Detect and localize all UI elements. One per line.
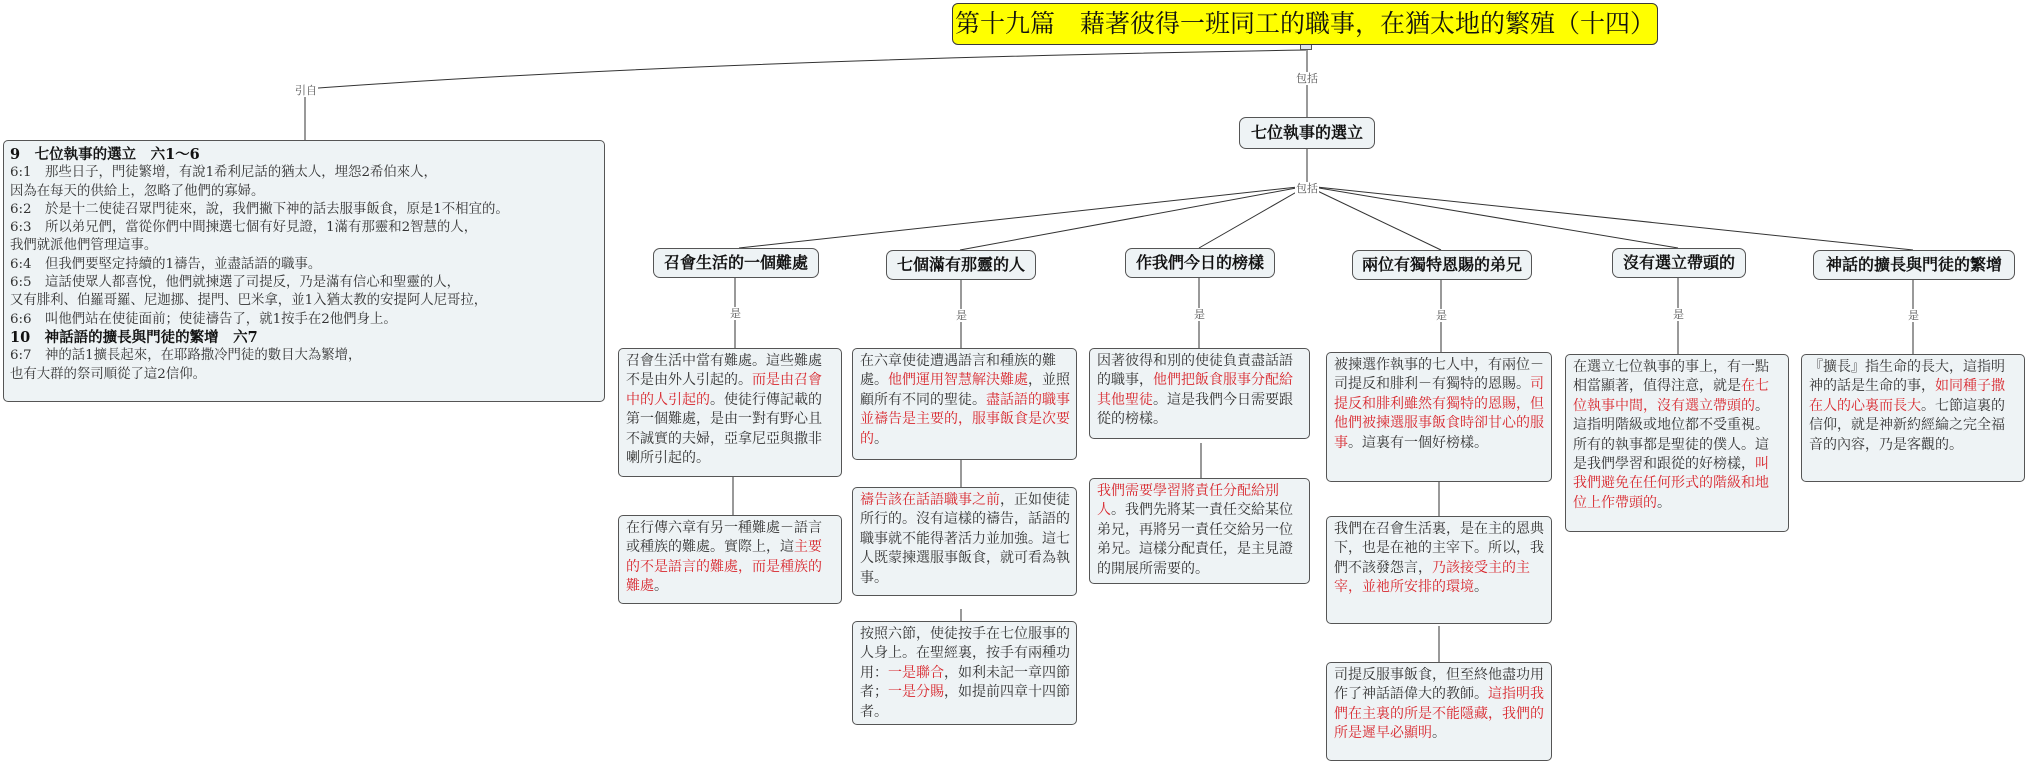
note-text: 司提反服事飯食，但至終他盡功用作了神話語偉大的教師。 xyxy=(1334,667,1544,703)
highlight-text: 乃該接受主的主宰，並祂所安排的環境 xyxy=(1334,559,1530,596)
highlight-text: 主要的不是語言的難處，而是種族的難處 xyxy=(626,539,822,595)
note-text: ，正如使徒所行的。沒有這樣的禱告，話語的職事就不能得著活力並加強。這七人既蒙揀選服事飯食，就可看為執事。 xyxy=(860,492,1070,586)
scripture-line: 6:7 神的話1擴長起來，在耶路撒冷門徒的數目大為繁增， xyxy=(10,348,362,364)
connector-label-quote: 引自 xyxy=(295,84,317,97)
connector-label-is-3: 是 xyxy=(1194,308,1205,321)
note-box xyxy=(1089,478,1310,584)
note-text: ，如利未記一章四節者； xyxy=(860,664,1070,701)
note-text: 在選立七位執事的事上，有一點相當顯著，值得注意，就是 xyxy=(1573,359,1769,395)
highlight-text: 禱告該在話語職事之前 xyxy=(860,492,1000,508)
subtopic-head-difficulty[interactable]: 召會生活的一個難處 xyxy=(653,248,819,278)
highlight-text: 在七位執事中間，沒有選立帶頭的 xyxy=(1573,378,1769,414)
highlight-text: 這指明我們在主裏的所是不能隱藏，我們的所是遲早必顯明 xyxy=(1334,686,1544,742)
note-text: 。這裏有一個好榜樣。 xyxy=(1348,434,1488,451)
subtopic-head-word-spread[interactable]: 神話的擴長與門徒的繁增 xyxy=(1813,250,2015,280)
scripture-box xyxy=(3,140,605,402)
connector-label-is-4: 是 xyxy=(1436,309,1447,322)
note-text: 在行傳六章有另一種難處－語言或種族的難處。實際上，這 xyxy=(626,520,822,556)
highlight-text: 他們把飯食服事分配給其他聖徒 xyxy=(1097,372,1293,408)
highlight-text: 如同種子撒在人的心裏而長大 xyxy=(1809,378,2005,414)
subtopic-head-seven-men[interactable]: 七個滿有那靈的人 xyxy=(886,250,1036,280)
note-text: 被揀選作執事的七人中，有兩位－司提反和腓利－有獨特的恩賜。 xyxy=(1334,357,1544,393)
highlight-text: 盡話語的職事並禱告是主要的，服事飯食是次要的 xyxy=(860,391,1070,447)
note-box xyxy=(852,621,1077,725)
scripture-line: 又有腓利、伯羅哥羅、尼迦挪、提門、巴米拿，並1入猶太教的安提阿人尼哥拉， xyxy=(10,293,488,309)
note-text: 。 xyxy=(654,578,668,595)
connector-label-include-2: 包括 xyxy=(1296,182,1318,195)
scripture-line: 因為在每天的供給上，忽略了他們的寡婦。 xyxy=(10,183,265,199)
connector-label-is-5: 是 xyxy=(1673,308,1684,321)
note-box xyxy=(1801,354,2025,482)
scripture-line: 我們就派他們管理這事。 xyxy=(10,238,158,254)
scripture-line: 6:6 叫他們站在使徒面前；使徒禱告了，就1按手在2他們身上。 xyxy=(10,311,397,327)
subtopic-head-no-leader[interactable]: 沒有選立帶頭的 xyxy=(1612,248,1746,278)
note-box xyxy=(618,348,842,477)
note-text: 。七節這裏的信仰，就是神新約經綸之完全福音的內容，乃是客觀的。 xyxy=(1809,397,2005,453)
center-topic[interactable]: 七位執事的選立 xyxy=(1239,117,1375,149)
note-text: ，如提前四章十四節者。 xyxy=(860,684,1070,720)
note-text: ，並照顧所有不同的聖徒。 xyxy=(860,372,1070,408)
scripture-line: 6:3 所以弟兄們，當從你們中間揀選七個有好見證，1滿有那靈和2智慧的人， xyxy=(10,220,478,236)
note-text: 。這是我們今日需要跟從的榜樣。 xyxy=(1097,391,1293,428)
note-box xyxy=(1565,354,1789,532)
note-box xyxy=(1326,352,1552,482)
connector-label-is-2: 是 xyxy=(956,309,967,322)
subtopic-head-two-brothers[interactable]: 兩位有獨特恩賜的弟兄 xyxy=(1352,250,1532,280)
connector-label-include-1: 包括 xyxy=(1296,72,1318,85)
note-text: 。 xyxy=(1474,579,1488,596)
root-title: 第十九篇 藉著彼得一班同工的職事，在猶太地的繁殖（十四） xyxy=(952,3,1658,45)
scripture-line: 6:2 於是十二使徒召眾門徒來，說，我們撇下神的話去服事飯食，原是1不相宜的。 xyxy=(10,201,509,217)
highlight-text: 我們需要學習將責任分配給別人 xyxy=(1097,483,1279,519)
highlight-text: 他們運用智慧解決難處 xyxy=(888,372,1028,389)
highlight-text: 一是聯合 xyxy=(888,664,944,681)
note-box xyxy=(852,487,1077,596)
note-text: 。使徒行傳記載的第一個難處，是由一對有野心且不誠實的夫婦，亞拿尼亞與撒非喇所引起的。 xyxy=(626,391,822,467)
note-box xyxy=(1326,662,1552,761)
note-text: 。 xyxy=(1657,494,1671,511)
note-box xyxy=(618,515,842,604)
scripture-line: 10 神話語的擴長與門徒的繁增 六7 xyxy=(10,328,258,346)
note-text: 。這指明階級或地位都不受重視。所有的執事都是聖徒的僕人。這是我們學習和跟從的好榜樣， xyxy=(1573,397,1769,473)
highlight-text: 而是由召會中的人引起的 xyxy=(626,372,822,408)
highlight-text: 叫我們避免在任何形式的階級和地位上作帶頭的 xyxy=(1573,456,1769,511)
highlight-text: 一是分賜 xyxy=(888,684,944,701)
note-text: 我們在召會生活裏，是在主的恩典下，也是在祂的主宰下。所以，我們不該發怨言， xyxy=(1334,521,1544,576)
scripture-line: 9 七位執事的選立 六1～6 xyxy=(10,146,200,163)
highlight-text: 司提反和腓利雖然有獨特的恩賜，但他們被揀選服事飯食時卻甘心的服事 xyxy=(1334,376,1544,451)
scripture-line: 6:4 但我們要堅定持續的1禱告，並盡話語的職事。 xyxy=(10,256,322,272)
note-box xyxy=(1089,348,1310,439)
connector-label-is-1: 是 xyxy=(730,307,741,320)
subtopic-head-pattern[interactable]: 作我們今日的榜樣 xyxy=(1125,248,1275,278)
note-text: 『擴長』指生命的長大，這指明神的話是生命的事， xyxy=(1809,359,2005,395)
note-text: 召會生活中當有難處。這些難處不是由外人引起的。 xyxy=(626,353,822,389)
scripture-line: 也有大群的祭司順從了這2信仰。 xyxy=(10,366,206,382)
note-box xyxy=(852,348,1077,460)
note-text: 因著彼得和別的使徒負責盡話語的職事， xyxy=(1097,353,1293,389)
connector-label-is-6: 是 xyxy=(1908,309,1919,322)
note-text: 。我們先將某一責任交給某位弟兄，再將另一責任交給另一位弟兄。這樣分配責任，是主見證的開展所需要的。 xyxy=(1097,502,1293,577)
note-text: 。 xyxy=(1432,725,1446,742)
scripture-line: 6:1 那些日子，門徒繁增，有說1希利尼話的猶太人，埋怨2希伯來人， xyxy=(10,165,437,181)
note-box xyxy=(1326,516,1552,624)
note-text: 在六章使徒遭遇語言和種族的難處。 xyxy=(860,353,1056,389)
note-text: 。 xyxy=(874,430,888,447)
scripture-line: 6:5 這話使眾人都喜悅，他們就揀選了司提反，乃是滿有信心和聖靈的人， xyxy=(10,275,461,291)
note-text: 按照六節，使徒按手在七位服事的人身上。在聖經裏，按手有兩種功用： xyxy=(860,626,1070,681)
